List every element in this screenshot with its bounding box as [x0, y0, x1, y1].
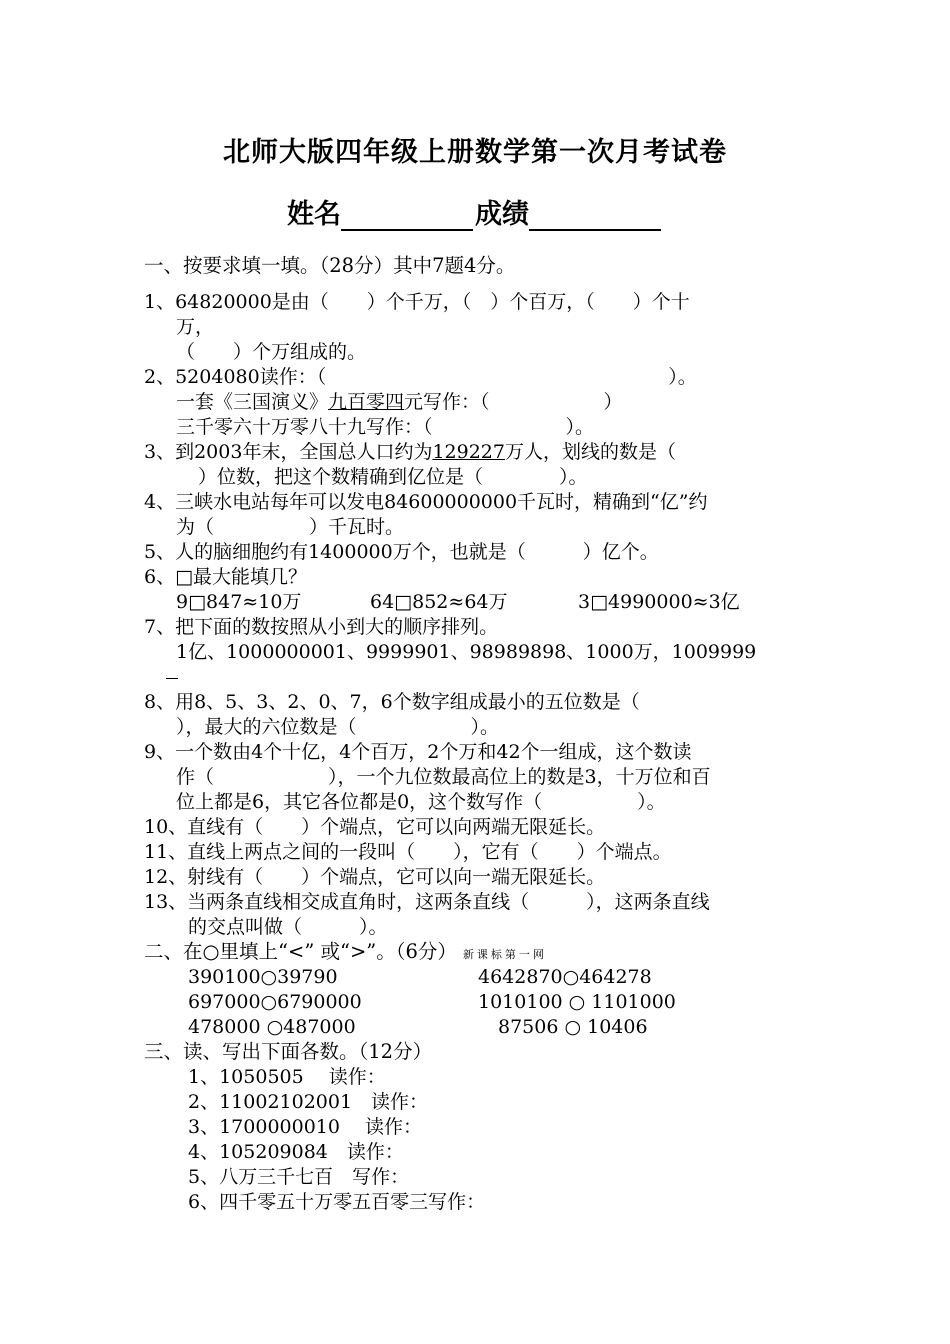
page-title: 北师大版四年级上册数学第一次月考试卷 [223, 137, 727, 168]
read-write-item-5: 5、八万三千七百 写作： [188, 1166, 410, 1188]
read-write-item-3: 3、1700000010 读作： [188, 1116, 423, 1138]
q3-line2: ）位数，把这个数精确到亿位是（ ）。 [198, 466, 588, 488]
q9-line2: 作（ ），一个九位数最高位上的数是3，十万位和百 [176, 766, 711, 788]
compare-row3-right: 87506 ○ 10406 [498, 1016, 648, 1038]
q1-line2: 万， [176, 316, 215, 338]
compare-row2-left: 697000○6790000 [188, 991, 362, 1013]
q3-line1 [144, 440, 676, 464]
q1-line3: （ ）个万组成的。 [176, 341, 367, 363]
q6-item-3: 3□4990000≈3亿 [578, 591, 740, 613]
compare-row2-right: 1010100 ○ 1101000 [478, 991, 676, 1013]
compare-row1-left: 390100○39790 [188, 966, 338, 988]
q4-line2: 为（ ）千瓦时。 [176, 516, 405, 538]
q2-line2 [176, 390, 623, 414]
q6-item-2: 64□852≈64万 [370, 591, 508, 613]
read-write-item-2: 2、11002102001 读作： [188, 1091, 429, 1113]
q10: 10、直线有（ ）个端点，它可以向两端无限延长。 [144, 816, 606, 838]
q2-line2-pre: 一套《三国演义》 [176, 391, 329, 413]
name-score-bar [0, 192, 950, 231]
q1-line1: 1、64820000是由（ ）个千万，（ ）个百万，（ ）个十 [144, 291, 690, 313]
compare-row3-left: 478000 ○487000 [188, 1016, 356, 1038]
q6: 6、□最大能填几？ [144, 566, 308, 588]
read-write-item-6: 6、四千零五十万零五百零三写作： [188, 1191, 486, 1213]
q11: 11、直线上两点之间的一段叫（ ），它有（ ）个端点。 [144, 841, 672, 863]
compare-row1-right: 4642870○464278 [478, 966, 652, 988]
section2-heading: 二、在○里填上“<” 或“>”。（6分） [144, 940, 457, 963]
q2-line1: 2、5204080读作：（ ）。 [144, 366, 697, 388]
q3-line1-post: 万人，划线的数是（ [504, 441, 676, 463]
name-blank[interactable] [341, 201, 473, 231]
q7: 7、把下面的数按照从小到大的顺序排列。 [144, 616, 499, 638]
answer-dash [166, 678, 178, 679]
q2-line2-post: 元写作：（ ） [404, 391, 623, 413]
q6-item-1: 9□847≈10万 [176, 591, 302, 613]
watermark-text: 新课标第一网 [462, 948, 547, 961]
q2-underlined-number: 九百零四 [328, 391, 405, 413]
q13-line1: 13、当两条直线相交成直角时，这两条直线（ ），这两条直线 [144, 891, 710, 913]
q3-line1-pre: 3、到2003年末，全国总人口约为 [144, 441, 433, 463]
score-blank[interactable] [529, 201, 661, 231]
read-write-item-4: 4、105209084 读作： [188, 1141, 404, 1163]
read-write-item-1: 1、1050505 读作： [188, 1066, 386, 1088]
q13-line2: 的交点叫做（ ）。 [188, 916, 388, 938]
q12: 12、射线有（ ）个端点，它可以向一端无限延长。 [144, 866, 606, 888]
score-label: 成绩 [475, 199, 529, 230]
name-label: 姓名 [287, 199, 341, 230]
section2-heading-line [144, 940, 547, 967]
q8-line1: 8、用8、5、3、2、0、7，6个数字组成最小的五位数是（ [144, 691, 640, 713]
section1-heading: 一、按要求填一填。（28分）其中7题4分。 [144, 254, 516, 277]
q2-line3: 三千零六十万零八十九写作：（ ）。 [176, 416, 595, 438]
q9-line1: 9、一个数由4个十亿，4个百万，2个万和42个一组成，这个数读 [144, 741, 692, 763]
q3-underlined-number: 129227 [432, 441, 505, 463]
section3-heading: 三、读、写出下面各数。（12分） [144, 1040, 433, 1063]
q4-line1: 4、三峡水电站每年可以发电84600000000千瓦时，精确到“亿”约 [144, 491, 708, 513]
q5: 5、人的脑细胞约有1400000万个，也就是（ ）亿个。 [144, 541, 659, 563]
q8-line2: ），最大的六位数是（ ）。 [176, 716, 500, 738]
q9-line3: 位上都是6，其它各位都是0，这个数写作（ ）。 [176, 791, 666, 813]
q7-number-list: 1亿、1000000001、9999901、98989898、1000万，1009999 [176, 641, 757, 663]
